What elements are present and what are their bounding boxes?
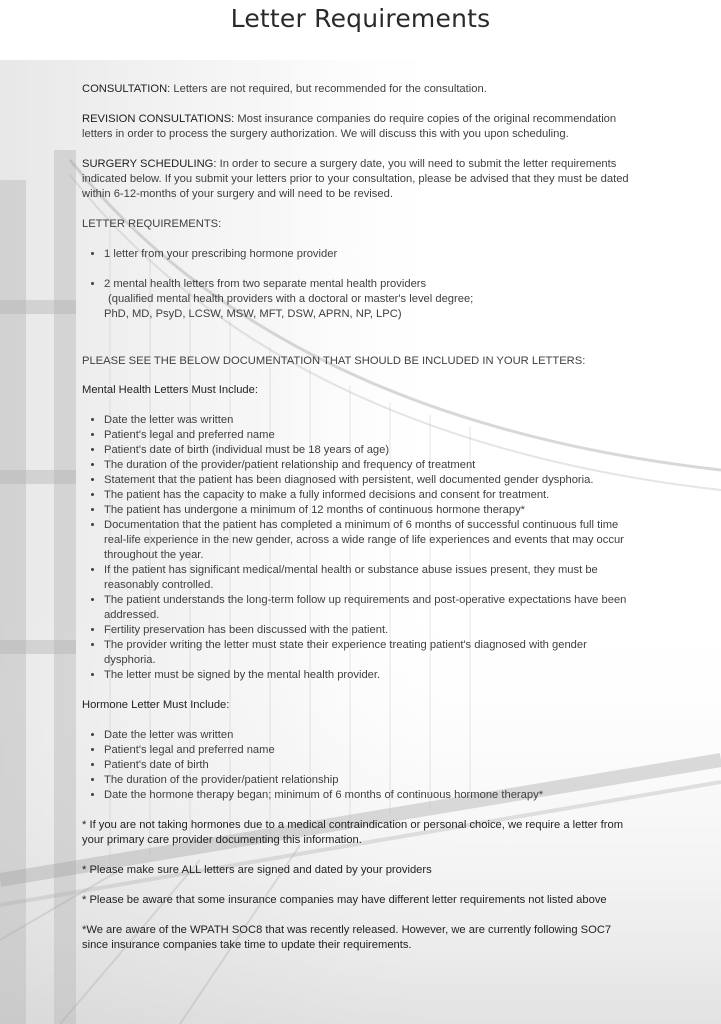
list-item: • Date the letter was written bbox=[104, 728, 637, 743]
note-hormone-contraindication: * If you are not taking hormones due to a medical contraindication or personal choice, we require a letter from your primary care provider documenting this information. bbox=[82, 819, 624, 846]
list-item: • The letter must be signed by the mental health provider. bbox=[104, 668, 637, 683]
note-insurance-requirements: * Please be aware that some insurance companies may have different letter requirements not listed above bbox=[82, 894, 607, 906]
list-item: • Documentation that the patient has completed a minimum of 6 months of successful continuous full time real-life experience in the new gender, across a wide range of life experiences and events that may occur throughout the year. bbox=[104, 518, 637, 563]
mental-health-list bbox=[82, 413, 637, 683]
page-title: Letter Requirements bbox=[230, 4, 491, 33]
letter-requirements-heading: LETTER REQUIREMENTS: bbox=[82, 218, 222, 230]
documentation-heading: PLEASE SEE THE BELOW DOCUMENTATION THAT SHOULD BE INCLUDED IN YOUR LETTERS: bbox=[82, 355, 586, 367]
list-item: • The duration of the provider/patient relationship and frequency of treatment bbox=[104, 458, 637, 473]
list-item: • Date the letter was written bbox=[104, 413, 637, 428]
list-item bbox=[104, 277, 637, 322]
list-item: • The patient understands the long-term follow up requirements and post-operative expectations have been addressed. bbox=[104, 593, 637, 623]
consultation-label: CONSULTATION: bbox=[82, 83, 171, 95]
scheduling-paragraph bbox=[82, 157, 637, 202]
list-item: • The provider writing the letter must state their experience treating patient's diagnosed with gender dysphoria. bbox=[104, 638, 637, 668]
list-item: • Patient's legal and preferred name bbox=[104, 428, 637, 443]
letter-requirements-list-2 bbox=[82, 277, 637, 322]
list-item: • Patient's legal and preferred name bbox=[104, 743, 637, 758]
consultation-text: Letters are not required, but recommended for the consultation. bbox=[173, 83, 487, 95]
hormone-list bbox=[82, 728, 637, 803]
list-item: • Statement that the patient has been diagnosed with persistent, well documented gender dysphoria. bbox=[104, 473, 637, 488]
list-item: • The duration of the provider/patient relationship bbox=[104, 773, 637, 788]
list-item: • Date the hormone therapy began; minimum of 6 months of continuous hormone therapy* bbox=[104, 788, 637, 803]
hormone-heading: Hormone Letter Must Include: bbox=[82, 699, 230, 711]
list-item: • If the patient has significant medical/mental health or substance abuse issues present, they must be reasonably controlled. bbox=[104, 563, 637, 593]
list-item: • Patient's date of birth bbox=[104, 758, 637, 773]
list-item: • The patient has undergone a minimum of 12 months of continuous hormone therapy* bbox=[104, 503, 637, 518]
list-item: • Patient's date of birth (individual must be 18 years of age) bbox=[104, 443, 637, 458]
consultation-paragraph bbox=[82, 82, 637, 97]
qualified-providers-line: (qualified mental health providers with a doctoral or master's level degree; bbox=[108, 293, 474, 305]
list-item: • 1 letter from your prescribing hormone provider bbox=[104, 247, 637, 262]
revision-text: Most insurance companies do require copies of the original recommendation letters in order to process the surgery authorization. We will discuss this with you upon scheduling. bbox=[82, 113, 617, 140]
mental-health-heading: Mental Health Letters Must Include: bbox=[82, 384, 258, 396]
note-wpath-soc: *We are aware of the WPATH SOC8 that was recently released. However, we are currently following SOC7 since insurance companies take time to update their requirements. bbox=[82, 924, 612, 951]
scheduling-label: SURGERY SCHEDULING: bbox=[82, 158, 217, 170]
mental-health-letters-line: 2 mental health letters from two separate mental health providers bbox=[104, 278, 427, 290]
note-signed-dated: * Please make sure ALL letters are signed and dated by your providers bbox=[82, 864, 432, 876]
list-item: • Fertility preservation has been discussed with the patient. bbox=[104, 623, 637, 638]
revision-paragraph bbox=[82, 112, 637, 142]
degrees-line: PhD, MD, PsyD, LCSW, MSW, MFT, DSW, APRN, NP, LPC) bbox=[104, 308, 402, 320]
document-body bbox=[82, 82, 637, 953]
revision-label: REVISION CONSULTATIONS: bbox=[82, 113, 235, 125]
letter-requirements-list bbox=[82, 247, 637, 262]
list-item: • The patient has the capacity to make a fully informed decisions and consent for treatment. bbox=[104, 488, 637, 503]
scheduling-text: In order to secure a surgery date, you will need to submit the letter requirements indicated below. If you submit your letters prior to your consultation, please be advised that they must be dated within 6-12-months of your surgery and will need to be revised. bbox=[82, 158, 629, 200]
